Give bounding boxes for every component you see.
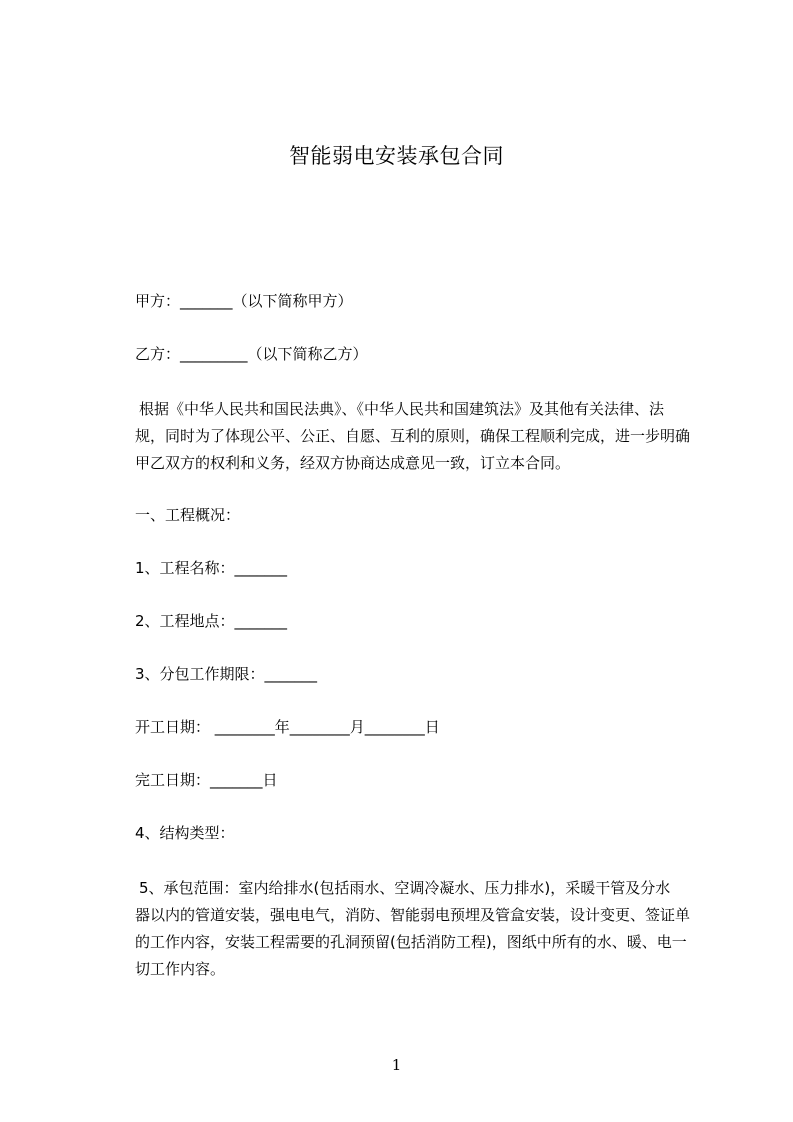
party-b-line: 乙方：_________（以下简称乙方） (135, 345, 368, 363)
scope-line-1: 5、承包范围：室内给排水(包括雨水、空调冷凝水、压力排水)，采暖干管及分水 (139, 879, 671, 897)
party-a-line: 甲方：_______（以下简称甲方） (135, 292, 353, 310)
section-heading-project-overview: 一、工程概况： (135, 506, 241, 524)
preamble-line-3: 甲乙双方的权利和义务，经双方协商达成意见一致，订立本合同。 (135, 454, 571, 472)
scope-paragraph (135, 875, 710, 983)
scope-line-3: 的工作内容，安装工程需要的孔洞预留(包括消防工程)，图纸中所有的水、暖、电一 (135, 933, 687, 951)
end-date-line: 完工日期：_______日 (135, 771, 278, 789)
structure-type-line: 4、结构类型： (135, 824, 235, 842)
preamble-line-1: 根据《中华人民共和国民法典》、《中华人民共和国建筑法》及其他有关法律、法 (139, 400, 665, 418)
preamble-line-2: 规，同时为了体现公平、公正、自愿、互利的原则，确保工程顺利完成，进一步明确 (135, 427, 691, 445)
project-name-line: 1、工程名称：_______ (135, 559, 288, 577)
project-location-line: 2、工程地点：_______ (135, 612, 288, 630)
start-date-line: 开工日期： ________年________月________日 (135, 718, 440, 736)
scope-line-4: 切工作内容。 (135, 960, 226, 978)
work-period-line: 3、分包工作期限：_______ (135, 665, 318, 683)
preamble-paragraph (135, 396, 710, 477)
document-title: 智能弱电安装承包合同 (289, 144, 504, 168)
scope-line-2: 器以内的管道安装，强电电气，消防、智能弱电预埋及管盒安装，设计变更、签证单 (135, 906, 691, 924)
page-number: 1 (391, 1056, 402, 1074)
